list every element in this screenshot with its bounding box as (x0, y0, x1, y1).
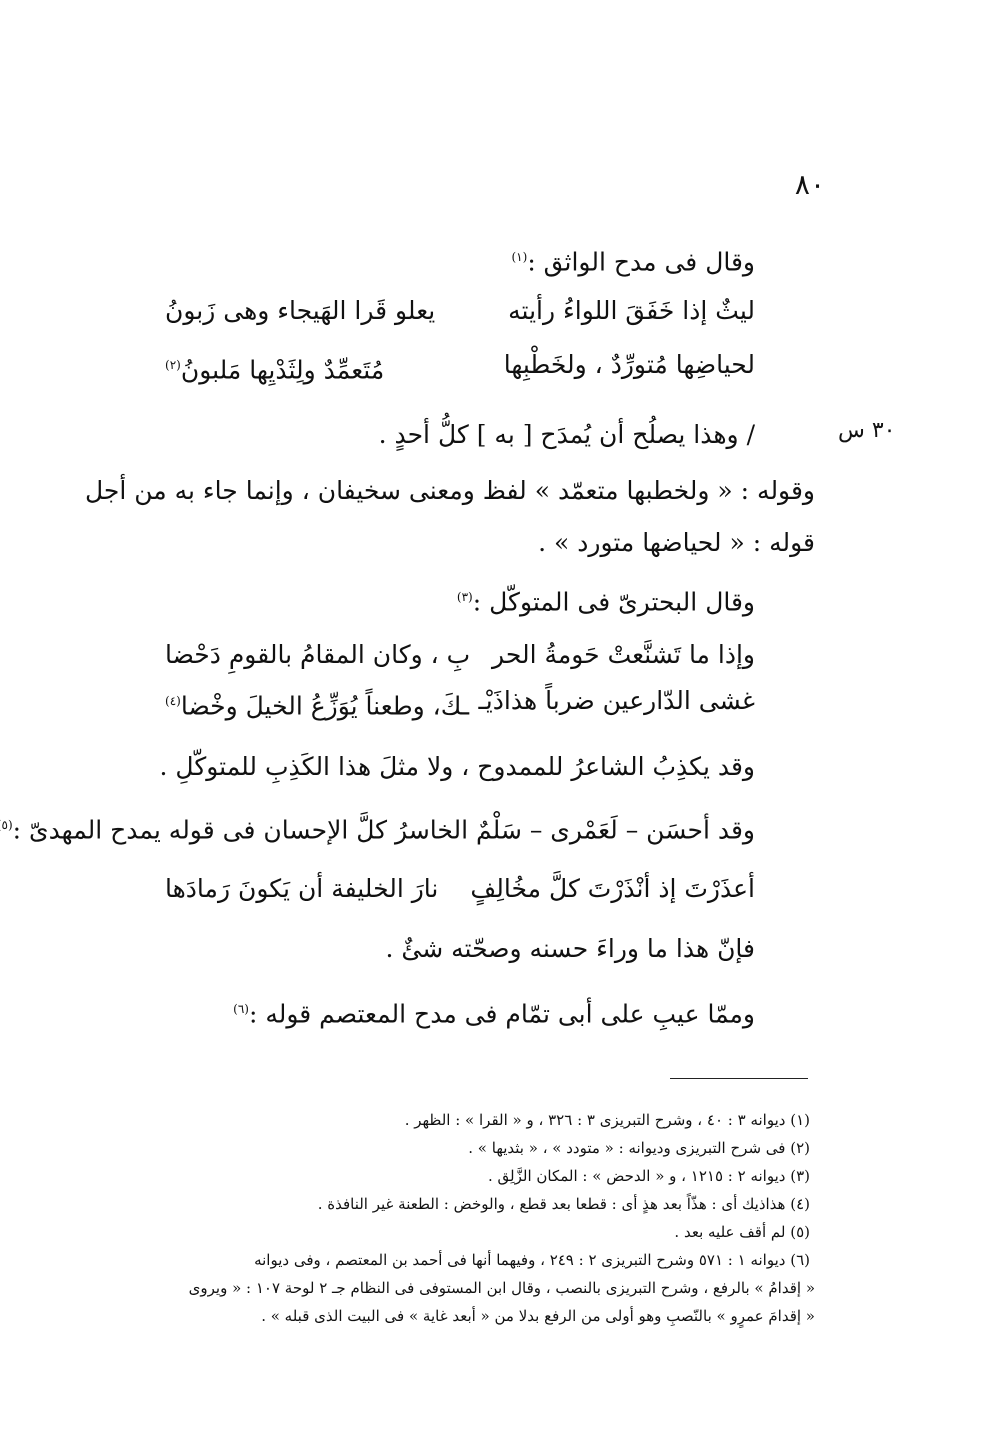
prose-line-1 (511, 240, 755, 279)
verse-line-1 (165, 294, 755, 328)
footnote-5: (٥) لم أقف عليه بعد . (674, 1223, 810, 1241)
footnote-6-continuation-1: « إقدامُ » بالرفع ، وشرح التبريزى بالنصب ، وقال ابن المستوفى فى النظام جـ ٢ لوحة ١٠٧ : « ويروى (188, 1279, 815, 1297)
prose-line-4: وقوله : « ولخطبها متعمّد » لفظ ومعنى سخيفان ، وإنما جاء به من أجل (84, 476, 815, 505)
footnote-mark-3: (٣) (456, 590, 473, 604)
verse-1-first-hemistich: ليثٌ إذا خَفَقَ اللواءُ رأيته (508, 296, 755, 325)
verse-3-first-hemistich: وإذا ما تَشنَّعتْ حَومةُ الحر (492, 640, 755, 669)
footnote-mark-4: (٤) (165, 694, 181, 708)
verse-3-second-hemistich: بِ ، وكان المقامُ بالقومِ دَحْضا (165, 640, 471, 669)
verse-line-4 (165, 684, 755, 723)
footnote-2: (٢) فى شرح التبريزى وديوانه : « متودد » ، « بثديها » . (468, 1139, 810, 1157)
footnote-mark-2: (٢) (165, 358, 181, 372)
footnote-3: (٣) ديوانه ٢ : ١٢١٥ ، و « الدحض » : المكان الزَّلِق . (487, 1167, 810, 1185)
verse-line-2 (165, 348, 755, 387)
verse-4-second-text: ـكَ، وطعناً يُوَزِّعُ الخيلَ وخْضا (180, 691, 470, 721)
prose-line-3: / وهذا يصلُح أن يُمدَح [ به ] كلُّ أحدٍ . (378, 420, 755, 449)
prose-line-8 (0, 808, 755, 847)
prose-line-5: قوله : « لحياضها متورد » . (538, 528, 815, 557)
page-number: ٨٠ (794, 168, 825, 201)
verse-1-second-hemistich: يعلو قَرا الهَيجاء وهى زَبونُ (165, 296, 436, 325)
prose-text: وقال البحترىّ فى المتوكّل : (472, 587, 755, 617)
footnote-4: (٤) هذاذيك أى : هذّاً بعد هذٍ أى : قطعا بعد قطع ، والوخض : الطعنة غير النافذة . (317, 1195, 810, 1213)
prose-line-9: فإنّ هذا ما وراءَ حسنه وصحّته شئٌ . (385, 934, 755, 963)
footnote-6: (٦) ديوانه ١ : ٥٧١ وشرح التبريزى ٢ : ٢٤٩ ، وفيهما أنها فى أحمد بن المعتصم ، وفى ديوانه (254, 1251, 810, 1269)
verse-4-first-hemistich: غشى الدّارعين ضرباً هذاذَيْـ (478, 686, 755, 715)
verse-2-first-hemistich: لحياضِها مُتورِّدٌ ، ولخَطْبِها (503, 350, 755, 379)
prose-text: وقال فى مدح الواثق : (527, 247, 755, 277)
prose-line-7: وقد يكذِبُ الشاعرُ للممدوح ، ولا مثلَ هذا الكَذِبِ للمتوكّلِ . (159, 752, 755, 781)
verse-line-3 (165, 638, 755, 672)
footnote-mark-6: (٦) (233, 1002, 249, 1016)
footnote-1: (١) ديوانه ٣ : ٤٠ ، وشرح التبريزى ٣ : ٣٢٦ ، و « القرا » : الظهر . (404, 1111, 810, 1129)
verse-line-5 (165, 872, 755, 906)
verse-4-second-hemistich (165, 684, 469, 723)
footnote-mark-5: (٥ (1, 818, 13, 832)
verse-2-second-hemistich (165, 348, 384, 387)
prose-line-6 (457, 580, 755, 619)
margin-note: ٣٠ س (838, 418, 896, 443)
verse-5-first-hemistich: أعذَرْتَ إذ أنْذَرْتَ كلَّ مخُالِفٍ (470, 874, 755, 903)
footnote-mark-1: (١) (511, 250, 528, 264)
prose-text: وممّا عيبِ على أبى تمّام فى مدح المعتصم قوله : (248, 999, 755, 1029)
footnote-separator (670, 1078, 808, 1079)
verse-5-second-hemistich: نارَ الخليفة أن يَكونَ رَمادَها (165, 874, 439, 903)
prose-line-10 (233, 992, 755, 1031)
footnote-6-continuation-2: « إقدامَ عمرٍو » بالنّصبِ وهو أولى من الرفع بدلا من « أبعد غاية » فى البيت الذى قبله » . (261, 1307, 815, 1325)
prose-text: وقد أحسَن – لَعَمْرى – سَلْمٌ الخاسرُ كلَّ الإحسان فى قوله يمدح المهدىّ : (12, 815, 755, 845)
verse-2-second-text: مُتَعمِّدٌ ولِثَدْيِها مَلبونُ (180, 355, 385, 385)
